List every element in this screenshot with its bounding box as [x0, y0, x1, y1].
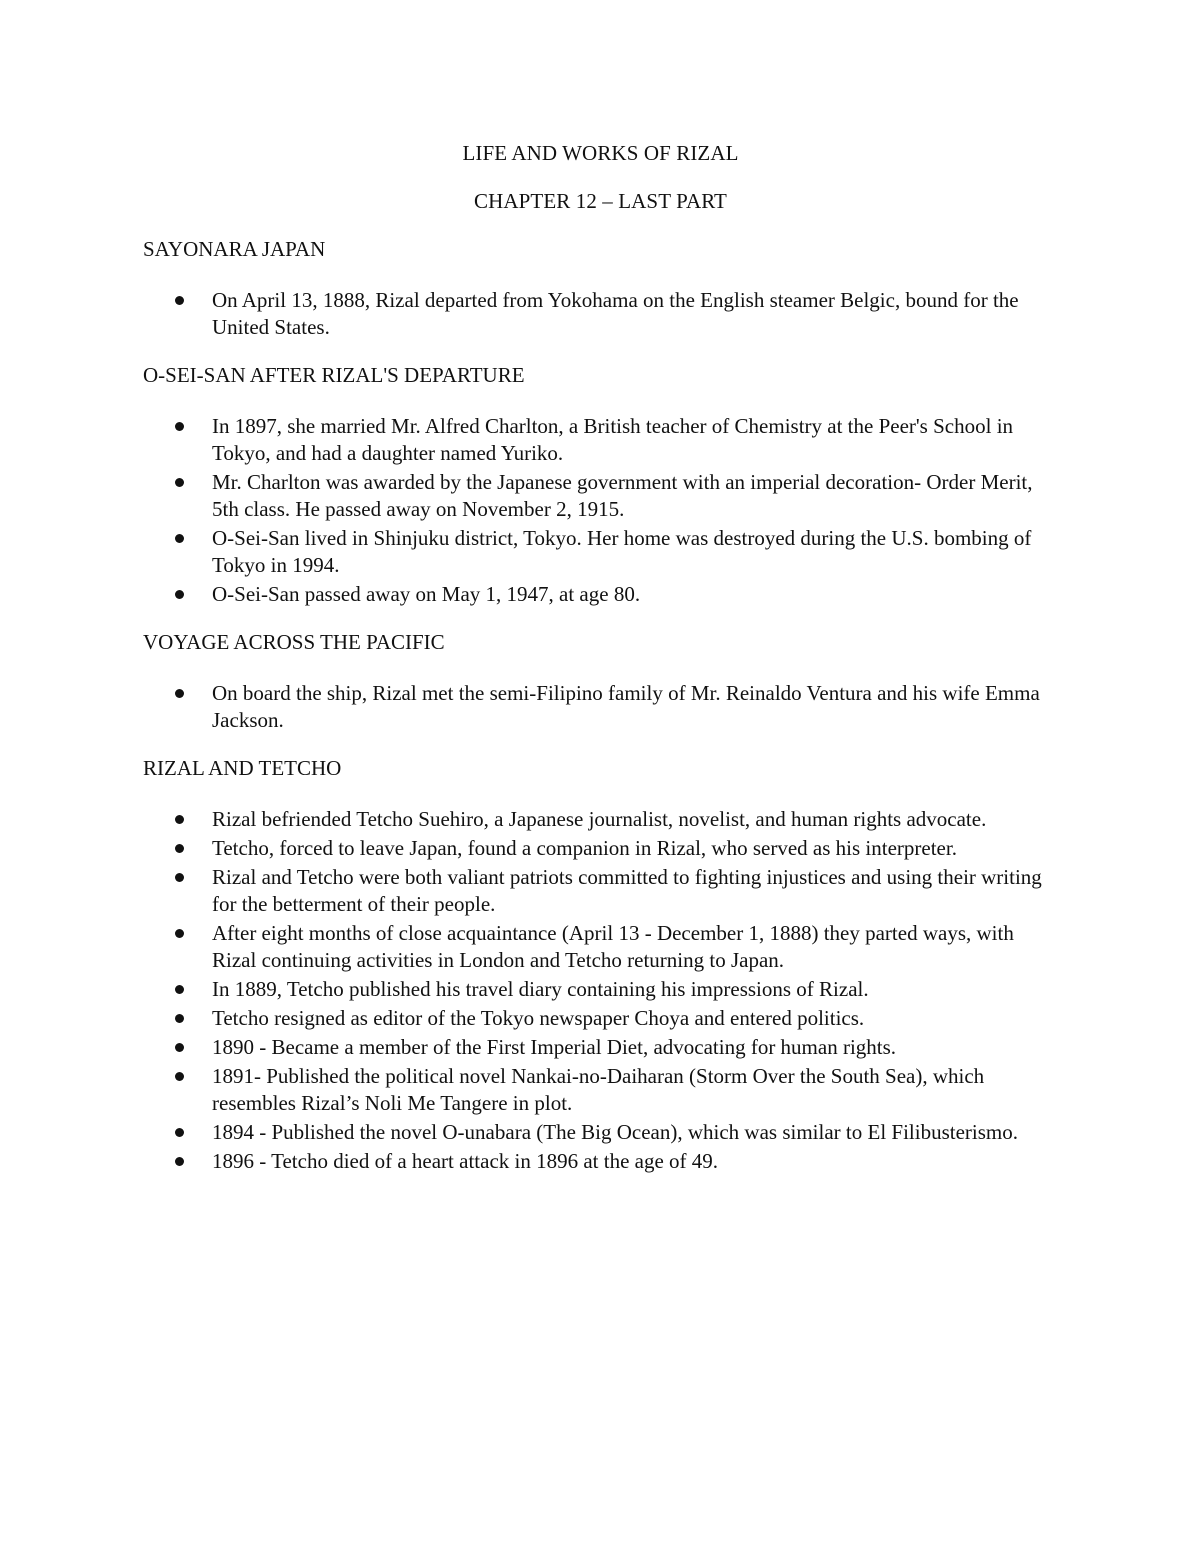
list-item: [143, 469, 1058, 523]
list-item: [143, 835, 1058, 862]
list-item-text: On April 13, 1888, Rizal departed from Yokohama on the English steamer Belgic, bound for the United States.: [212, 288, 1019, 339]
document-title: LIFE AND WORKS OF RIZAL: [462, 141, 739, 165]
document-body: [143, 140, 1058, 1196]
list-item-text: Mr. Charlton was awarded by the Japanese government with an imperial decoration- Order Merit, 5th class. He passed away on November 2, 1915.: [212, 470, 1033, 521]
list-item: [143, 680, 1058, 734]
list-item: [143, 864, 1058, 918]
bullet-icon: [175, 296, 184, 305]
chapter-subtitle: CHAPTER 12 – LAST PART: [474, 189, 727, 213]
list-item: [143, 525, 1058, 579]
list-item: [143, 1005, 1058, 1032]
bullet-icon: [175, 873, 184, 882]
bullet-icon: [175, 929, 184, 938]
list-item: [143, 806, 1058, 833]
bullet-icon: [175, 1157, 184, 1166]
section-heading-sayonara-japan: SAYONARA JAPAN: [143, 237, 326, 261]
bullet-list-voyage-pacific: [143, 680, 1058, 734]
bullet-icon: [175, 1128, 184, 1137]
bullet-icon: [175, 815, 184, 824]
bullet-icon: [175, 689, 184, 698]
bullet-icon: [175, 1043, 184, 1052]
list-item-text: Rizal befriended Tetcho Suehiro, a Japanese journalist, novelist, and human rights advocate.: [212, 807, 987, 831]
list-item-text: 1894 - Published the novel O-unabara (The Big Ocean), which was similar to El Filibusterismo.: [212, 1120, 1019, 1144]
bullet-icon: [175, 985, 184, 994]
list-item: [143, 1148, 1058, 1175]
section-heading-o-sei-san: O-SEI-SAN AFTER RIZAL'S DEPARTURE: [143, 363, 525, 387]
list-item-text: O-Sei-San passed away on May 1, 1947, at age 80.: [212, 582, 641, 606]
bullet-icon: [175, 590, 184, 599]
bullet-icon: [175, 1072, 184, 1081]
list-item: [143, 976, 1058, 1003]
list-item: [143, 287, 1058, 341]
list-item-text: 1896 - Tetcho died of a heart attack in 1896 at the age of 49.: [212, 1149, 719, 1173]
bullet-icon: [175, 844, 184, 853]
list-item: [143, 413, 1058, 467]
list-item-text: On board the ship, Rizal met the semi-Filipino family of Mr. Reinaldo Ventura and his wife Emma Jackson.: [212, 681, 1040, 732]
bullet-list-sayonara-japan: [143, 287, 1058, 341]
list-item-text: Rizal and Tetcho were both valiant patriots committed to fighting injustices and using their writing for the betterment of their people.: [212, 865, 1042, 916]
bullet-icon: [175, 422, 184, 431]
list-item: [143, 1119, 1058, 1146]
bullet-icon: [175, 478, 184, 487]
list-item-text: Tetcho, forced to leave Japan, found a companion in Rizal, who served as his interpreter.: [212, 836, 957, 860]
list-item-text: In 1889, Tetcho published his travel diary containing his impressions of Rizal.: [212, 977, 869, 1001]
section-heading-rizal-tetcho: RIZAL AND TETCHO: [143, 756, 342, 780]
bullet-icon: [175, 1014, 184, 1023]
list-item-text: 1890 - Became a member of the First Imperial Diet, advocating for human rights.: [212, 1035, 897, 1059]
list-item: [143, 920, 1058, 974]
list-item-text: O-Sei-San lived in Shinjuku district, Tokyo. Her home was destroyed during the U.S. bombing of Tokyo in 1994.: [212, 526, 1032, 577]
list-item: [143, 1034, 1058, 1061]
bullet-list-rizal-tetcho: [143, 806, 1058, 1175]
list-item: [143, 581, 1058, 608]
list-item-text: Tetcho resigned as editor of the Tokyo newspaper Choya and entered politics.: [212, 1006, 865, 1030]
list-item-text: After eight months of close acquaintance (April 13 - December 1, 1888) they parted ways, with Rizal continuing activities in London and Tetcho returning to Japan.: [212, 921, 1014, 972]
list-item-text: In 1897, she married Mr. Alfred Charlton, a British teacher of Chemistry at the Peer's School in Tokyo, and had a daughter named Yuriko.: [212, 414, 1014, 465]
bullet-list-o-sei-san: [143, 413, 1058, 608]
section-heading-voyage-pacific: VOYAGE ACROSS THE PACIFIC: [143, 630, 445, 654]
bullet-icon: [175, 534, 184, 543]
list-item: [143, 1063, 1058, 1117]
list-item-text: 1891- Published the political novel Nankai-no-Daiharan (Storm Over the South Sea), which resembles Rizal’s Noli Me Tangere in plot.: [212, 1064, 985, 1115]
